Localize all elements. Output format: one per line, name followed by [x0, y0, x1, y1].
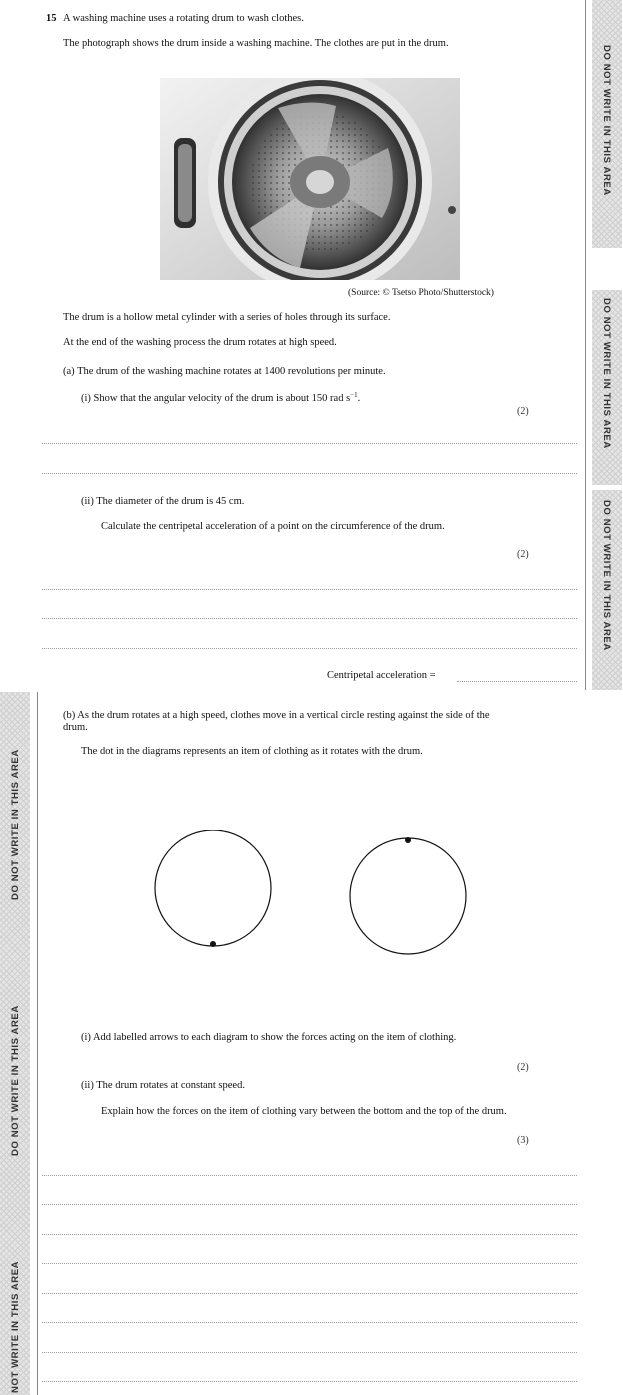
part-a-i-end: .: [357, 393, 361, 404]
drum-description: The drum is a hollow metal cylinder with a series of holes through its surface.: [63, 312, 391, 323]
question-intro: A washing machine uses a rotating drum to wash clothes.: [63, 13, 304, 24]
margin-border-line-left: [37, 692, 38, 1395]
marks-b-ii: (3): [517, 1135, 529, 1146]
part-b-ii-explain-text: Explain how the forces on the item of clothing vary between the bottom and the top of the drum.: [101, 1106, 507, 1117]
part-b-text: (b) As the drum rotates at a high speed, clothes move in a vertical circle resting against the side of the drum.: [63, 710, 490, 733]
circle-diagram-bottom[interactable]: [150, 830, 280, 955]
drum-circle-left: [155, 830, 271, 946]
answer-line[interactable]: [42, 1175, 577, 1176]
answer-line[interactable]: [42, 443, 577, 444]
answer-line[interactable]: [42, 618, 577, 619]
drum-circle-right: [350, 838, 466, 954]
end-process-text: At the end of the washing process the drum rotates at high speed.: [63, 337, 337, 348]
margin-warning-left-1: DO NOT WRITE IN THIS AREA: [10, 749, 21, 900]
part-a-ii-calc-text: Calculate the centripetal acceleration of a point on the circumference of the drum.: [101, 521, 445, 532]
marks-a-ii: (2): [517, 549, 529, 560]
washing-machine-drum-photo: [160, 78, 460, 280]
part-a-text: (a) The drum of the washing machine rotates at 1400 revolutions per minute.: [63, 366, 386, 377]
answer-line[interactable]: [42, 1263, 577, 1264]
circle-diagram-top[interactable]: [345, 830, 475, 955]
clothing-dot-top: [405, 837, 411, 843]
answer-line[interactable]: [42, 1322, 577, 1323]
margin-warning-right-1: DO NOT WRITE IN THIS AREA: [601, 45, 612, 196]
answer-line[interactable]: [42, 1234, 577, 1235]
part-b-dot-text: The dot in the diagrams represents an item of clothing as it rotates with the drum.: [81, 746, 423, 757]
marks-a-i: (2): [517, 406, 529, 417]
centripetal-acceleration-answer-line[interactable]: [457, 681, 577, 682]
marks-b-i: (2): [517, 1062, 529, 1073]
answer-line[interactable]: [42, 1293, 577, 1294]
part-a-i-superscript: −1: [350, 391, 358, 399]
margin-warning-left-3: NOT WRITE IN THIS AREA: [10, 1260, 21, 1393]
part-b-i-text: (i) Add labelled arrows to each diagram to show the forces acting on the item of clothing.: [81, 1032, 457, 1043]
margin-warning-left-2: DO NOT WRITE IN THIS AREA: [10, 1005, 21, 1156]
answer-line[interactable]: [42, 1352, 577, 1353]
answer-line[interactable]: [42, 1204, 577, 1205]
answer-line[interactable]: [42, 473, 577, 474]
part-a-i-main: (i) Show that the angular velocity of the drum is about 150 rad s: [81, 393, 351, 404]
margin-border-line: [585, 0, 586, 690]
photo-source: (Source: © Tsetso Photo/Shutterstock): [348, 288, 494, 298]
answer-line[interactable]: [42, 589, 577, 590]
part-a-ii-text: (ii) The diameter of the drum is 45 cm.: [81, 496, 245, 507]
question-number: 15: [46, 13, 57, 24]
photo-description: The photograph shows the drum inside a washing machine. The clothes are put in the drum.: [63, 38, 449, 49]
margin-warning-right-2: DO NOT WRITE IN THIS AREA: [601, 298, 612, 449]
clothing-dot-bottom: [210, 941, 216, 947]
centripetal-acceleration-label: Centripetal acceleration =: [327, 670, 436, 681]
margin-warning-right-3: DO NOT WRITE IN THIS AREA: [601, 500, 612, 651]
answer-line[interactable]: [42, 1381, 577, 1382]
part-b-ii-text: (ii) The drum rotates at constant speed.: [81, 1080, 245, 1091]
answer-line[interactable]: [42, 648, 577, 649]
part-a-i-text: [81, 393, 360, 405]
